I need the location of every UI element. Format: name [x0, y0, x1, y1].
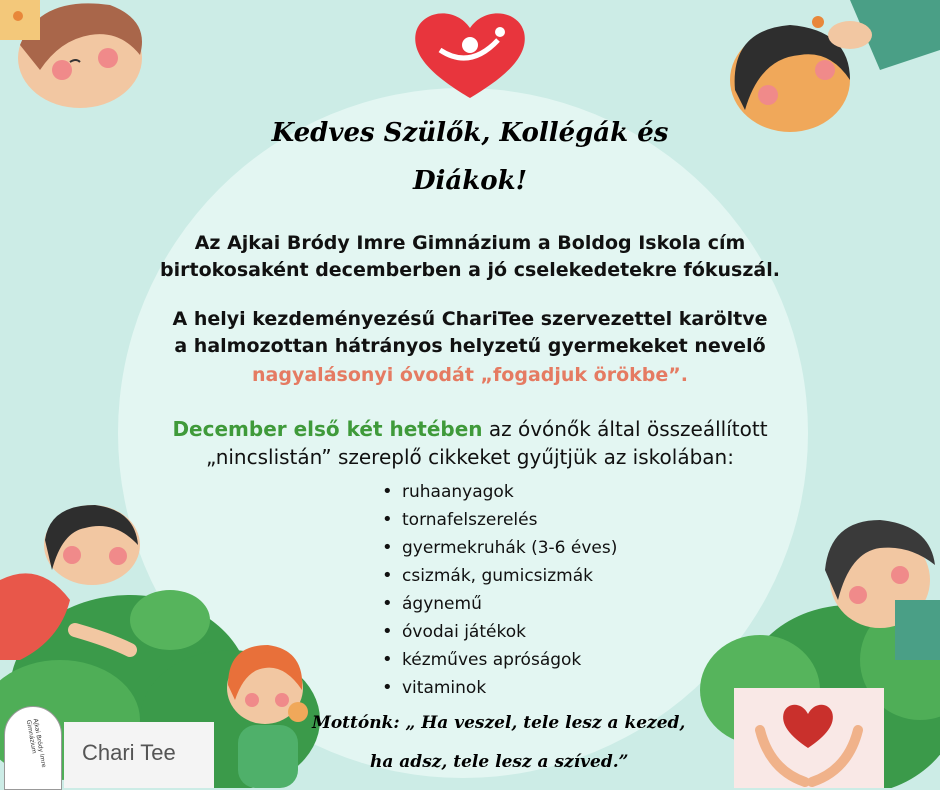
school-seal	[4, 706, 62, 790]
school-seal-text: Ajkai Bródy Imre Gimnázium	[24, 718, 48, 769]
charity-line-1: A helyi kezdeményezésű ChariTee szervezettel karöltve	[172, 308, 768, 330]
heart-logo-icon	[415, 13, 525, 98]
list-item: • ágynemű	[380, 590, 617, 618]
charity-line-3: nagyalásonyi óvodát „fogadjuk örökbe”.	[252, 364, 688, 386]
collection-line-1-rest: az óvónők által összeállított	[482, 417, 768, 441]
motto-line-2: ha adsz, tele lesz a szíved.”	[370, 752, 629, 772]
intro-line-1: Az Ajkai Bródy Imre Gimnázium a Boldog Iskola cím	[194, 232, 746, 254]
intro-line-2: birtokosaként decemberben a jó cselekedetekre fókuszál.	[160, 259, 780, 281]
list-item: • kézműves apróságok	[380, 646, 617, 674]
collection-highlight: December első két hetében	[172, 417, 483, 441]
collection-line-2: „nincslistán” szereplő cikkeket gyűjtjük az iskolában:	[206, 445, 734, 469]
list-item: • csizmák, gumicsizmák	[380, 562, 617, 590]
list-item: • vitaminok	[380, 674, 617, 702]
list-item: • ruhaanyagok	[380, 478, 617, 506]
heart-hands-icon	[734, 688, 884, 788]
list-item: • tornafelszerelés	[380, 506, 617, 534]
charitee-logo: Chari Tee	[82, 740, 176, 765]
items-list	[380, 478, 617, 702]
child-top-right	[730, 0, 940, 132]
charity-line-2: a halmozottan hátrányos helyzetű gyermekeket nevelő	[174, 335, 766, 357]
child-top-left	[0, 0, 142, 108]
list-item: • óvodai játékok	[380, 618, 617, 646]
collection-line-1	[0, 416, 940, 443]
list-item: • gyermekruhák (3-6 éves)	[380, 534, 617, 562]
title-line-2: Diákok!	[412, 166, 528, 196]
motto-line-1: Mottónk: „ Ha veszel, tele lesz a kezed,	[312, 713, 686, 733]
title-line-1: Kedves Szülők, Kollégák és	[271, 118, 669, 148]
